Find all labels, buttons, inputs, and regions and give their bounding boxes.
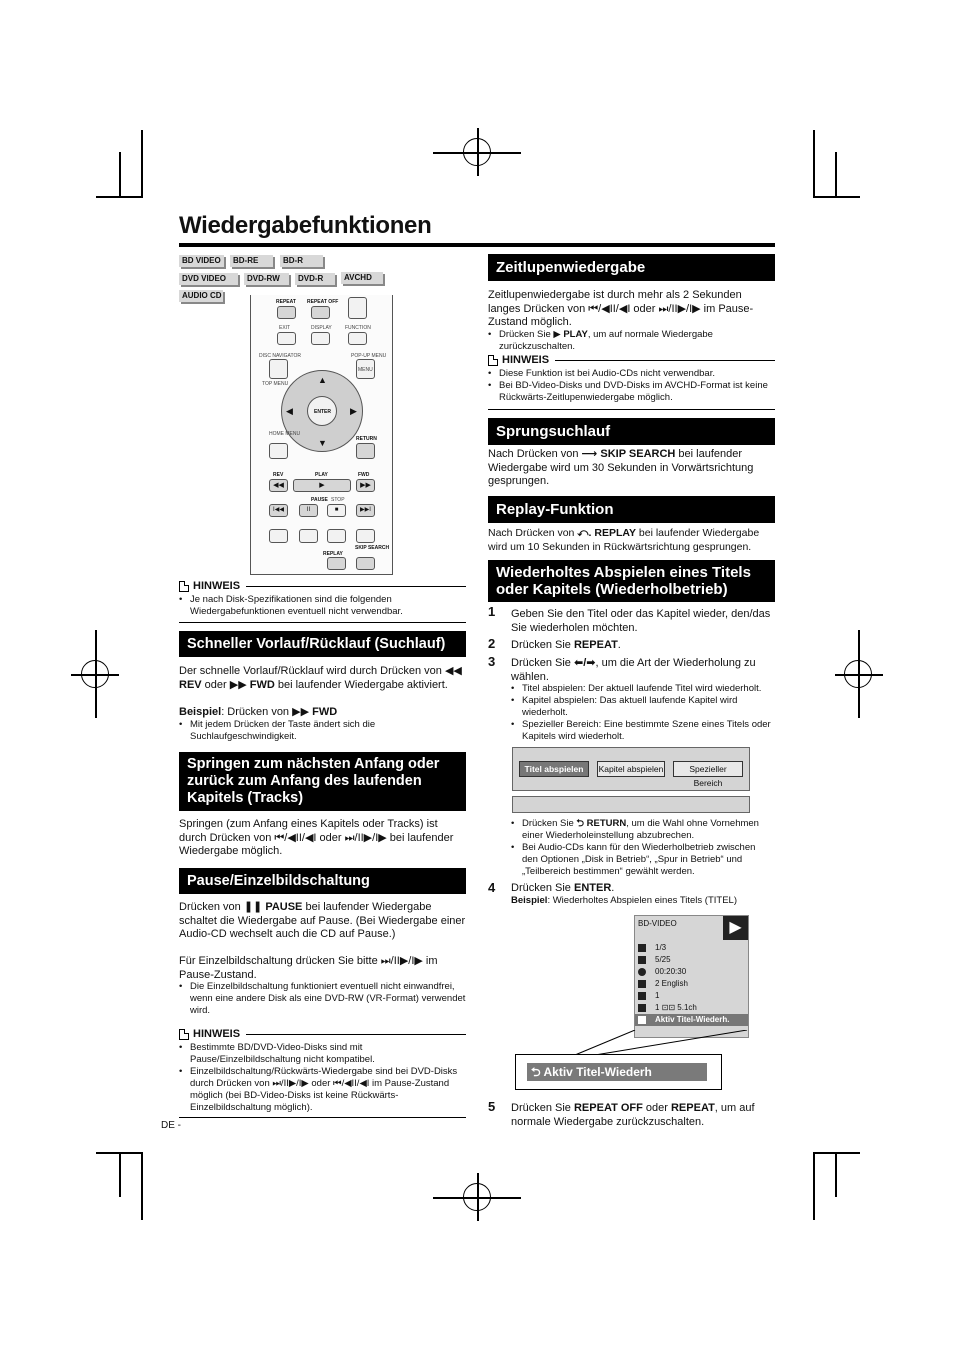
remote-disc-nav-label: DISC NAVIGATOR bbox=[259, 353, 301, 359]
remote-replay-label: REPLAY bbox=[323, 551, 343, 557]
remote-return-label: RETURN bbox=[356, 436, 377, 442]
remote-rev-label: REV bbox=[273, 472, 284, 478]
section-title-replay: Replay-Funktion bbox=[496, 501, 614, 518]
section-title-skip: Springen zum nächsten Anfang oder zurück zum Anfang des laufenden Kapitels (Tracks) bbox=[187, 756, 440, 806]
step-2-b: . bbox=[617, 639, 621, 651]
step-2-text bbox=[511, 639, 771, 653]
remote-color-button-1 bbox=[269, 529, 288, 543]
step-5-text bbox=[511, 1102, 773, 1129]
remote-enter-label: ENTER bbox=[314, 409, 331, 415]
remote-blank-button bbox=[348, 297, 367, 319]
scan-paragraph bbox=[179, 665, 466, 692]
slow-paragraph: Zeitlupenwiedergabe ist durch mehr als 2 Sekunden langes Drücken von ⏮/◀II/◀I oder ⏭/II▶/I▶ im Pause-Zustand möglich. bbox=[488, 289, 754, 328]
skipsearch-text-b: bei laufender Wiedergabe wird um 30 Sekunden in Vorwärtsrichtung gesprungen. bbox=[488, 448, 754, 487]
section-title-skipsearch: Sprungsuchlauf bbox=[496, 423, 611, 440]
skip-paragraph: Springen (zum Anfang eines Kapitels oder Tracks) ist durch Drücken von ⏮/◀II/◀I oder ⏭/II▶/I▶ bei laufender Wiedergabe möglich. bbox=[179, 818, 454, 857]
left-note-list bbox=[179, 594, 466, 618]
rev-icon: ◀◀ bbox=[444, 665, 462, 677]
section-header-skipsearch bbox=[488, 418, 775, 445]
option-spezieller-bereich[interactable]: Spezieller Bereich bbox=[673, 761, 743, 777]
step-4-example-text: : Wiederholtes Abspielen eines Titels (TITEL) bbox=[547, 895, 737, 906]
replay-text-b: bei laufender Wiedergabe wird um 10 Sekunden in Rückwärtsrichtung gesprungen. bbox=[488, 527, 760, 553]
divider bbox=[179, 622, 466, 623]
left-note-header bbox=[179, 580, 466, 592]
replay-icon: ⤺. bbox=[577, 527, 595, 539]
remote-home-label: HOME MENU bbox=[269, 431, 301, 437]
pause-icon: ❚❚ bbox=[243, 901, 266, 913]
remote-repeat-off-label: REPEAT OFF bbox=[307, 299, 339, 305]
section-title-pause: Pause/Einzelbildschaltung bbox=[187, 873, 370, 889]
osd-row-title-value: 1/3 bbox=[655, 943, 667, 952]
step-5-key-2: REPEAT bbox=[670, 1102, 715, 1114]
section-header-slow bbox=[488, 254, 775, 281]
pause-note-title: HINWEIS bbox=[193, 1028, 241, 1040]
badge-dvd-video: DVD VIDEO bbox=[179, 273, 238, 285]
scan-example-text: : Drücken von bbox=[221, 706, 293, 718]
osd-row-repeat-value: Aktiv Titel-Wiederh. bbox=[655, 1015, 730, 1024]
remote-display-label: DISPLAY bbox=[311, 325, 332, 331]
arrow-right-icon: ▶ bbox=[350, 406, 357, 416]
slow-b1-a: Drücken Sie bbox=[499, 329, 554, 340]
section-title-slow: Zeitlupenwiedergabe bbox=[496, 259, 646, 276]
step-number-3: 3 bbox=[488, 654, 496, 669]
step-4-example bbox=[511, 895, 773, 907]
section-header-skip bbox=[179, 752, 466, 811]
scan-example-label: Beispiel bbox=[179, 706, 222, 718]
osd-row-repeat bbox=[635, 1014, 748, 1026]
osd-row-angle-value: 1 bbox=[655, 991, 660, 1000]
osd-row-chapter bbox=[635, 954, 748, 966]
slow-b1-b: , um auf normale Wiedergabe zurückzuschalten. bbox=[499, 329, 713, 352]
section-header-replay bbox=[488, 496, 775, 523]
remote-prev-button: I◀◀ bbox=[269, 504, 288, 517]
remote-control-illustration bbox=[250, 295, 393, 575]
note-icon bbox=[179, 1029, 189, 1040]
after-1-a: Drücken Sie bbox=[522, 818, 577, 829]
list-item bbox=[488, 329, 775, 353]
page-number: DE - bbox=[161, 1120, 181, 1131]
pause-text-b: bei laufender Wiedergabe schaltet die Wiedergabe auf Pause. (Bei Wiedergabe einer Audio-CD wechselt auch die CD auf Pause.) bbox=[179, 901, 466, 940]
fwd-icon: ▶▶ bbox=[292, 706, 313, 718]
osd-row-audio-value: 1 ⊡⊡ 5.1ch bbox=[655, 1003, 697, 1012]
slow-b1-key: ▶ PLAY bbox=[553, 329, 588, 340]
badge-dvd-r: DVD-R bbox=[295, 273, 335, 285]
step-4-example-label: Beispiel bbox=[511, 895, 548, 906]
remote-pause-button: II bbox=[299, 504, 318, 517]
slow-note-list bbox=[488, 368, 775, 404]
list-item: • Spezieller Bereich: Eine bestimmte Szene eines Titels oder Kapitels wird wiederholt. bbox=[511, 719, 773, 743]
step-number-4: 4 bbox=[488, 880, 496, 895]
step-5-a: Drücken Sie bbox=[511, 1102, 574, 1114]
step-2-key: REPEAT bbox=[573, 639, 618, 651]
osd-row-title bbox=[635, 942, 748, 954]
step-number-5: 5 bbox=[488, 1099, 496, 1114]
remote-color-button-2 bbox=[299, 529, 318, 543]
arrow-down-icon: ▼ bbox=[318, 438, 327, 448]
remote-color-button-3 bbox=[327, 529, 346, 543]
arrow-up-icon: ▲ bbox=[318, 375, 327, 385]
remote-play-button: ▶ bbox=[293, 479, 351, 492]
badge-avchd: AVCHD bbox=[341, 272, 383, 284]
badge-audio-cd: AUDIO CD bbox=[179, 290, 223, 302]
remote-popup-label: POP-UP MENU bbox=[351, 353, 387, 359]
remote-repeat-label: REPEAT bbox=[276, 299, 296, 305]
remote-skip-search-button bbox=[356, 557, 375, 570]
remote-home-button bbox=[269, 443, 288, 459]
pause-note-header bbox=[179, 1028, 466, 1040]
repeat-icon: ⮌ bbox=[531, 1065, 544, 1079]
step-5-mid: oder bbox=[642, 1102, 671, 1114]
remote-return-button bbox=[356, 443, 375, 459]
remote-rev-button: ◀◀ bbox=[269, 479, 288, 492]
remote-stop-label: STOP bbox=[331, 497, 345, 503]
remote-repeat-button bbox=[277, 306, 296, 319]
repeat-status-bar bbox=[512, 796, 750, 813]
remote-repeat-off-button bbox=[311, 306, 330, 319]
pause-paragraph bbox=[179, 901, 466, 942]
step-3-a: Drücken Sie bbox=[511, 657, 574, 669]
remote-menu-label: MENU bbox=[358, 367, 373, 373]
scan-example-fwd: FWD bbox=[312, 706, 338, 718]
after-1-key: RETURN bbox=[586, 818, 627, 829]
badge-bd-video: BD VIDEO bbox=[179, 255, 224, 267]
pause-note-list bbox=[179, 1042, 466, 1114]
note-icon bbox=[179, 581, 189, 592]
remote-pause-label: PAUSE bbox=[311, 497, 328, 503]
section-title-scan: Schneller Vorlauf/Rücklauf (Suchlauf) bbox=[187, 636, 446, 652]
step-1-text: Geben Sie den Titel oder das Kapitel wieder, den/das Sie wiederholen möchten. bbox=[511, 608, 771, 634]
step-5-key-1: REPEAT OFF bbox=[573, 1102, 643, 1114]
remote-replay-button bbox=[327, 557, 346, 570]
step-5-b: , um auf normale Wiedergabe zurückzuschalten. bbox=[511, 1102, 755, 1128]
divider bbox=[179, 1117, 466, 1118]
option-titel-abspielen[interactable]: Titel abspielen bbox=[519, 761, 589, 777]
badge-dvd-rw: DVD-RW bbox=[244, 273, 289, 285]
step-number-1: 1 bbox=[488, 604, 496, 619]
scan-rev-key: REV bbox=[179, 678, 202, 691]
pause-paragraph-2: Für Einzelbildschaltung drücken Sie bitte ⏭/II▶/I▶ im Pause-Zustand. bbox=[179, 955, 438, 981]
list-item: • Titel abspielen: Der aktuell laufende Titel wird wiederholt. bbox=[511, 683, 773, 695]
remote-function-button bbox=[348, 332, 367, 345]
osd-row-chapter-value: 5/25 bbox=[655, 955, 671, 964]
option-kapitel-abspielen[interactable]: Kapitel abspielen bbox=[597, 761, 665, 777]
left-note-title: HINWEIS bbox=[193, 580, 241, 592]
note-icon bbox=[488, 355, 498, 366]
list-item: • Bei Audio-CDs kann für den Wiederholbetrieb zwischen den Optionen „Disk in Betrieb“, „Spur in Betrieb“ und „Teilbereich bestimmen“ gewählt werden. bbox=[511, 842, 773, 878]
section-title-repeat: Wiederholtes Abspielen eines Titels oder Kapitels (Wiederholbetrieb) bbox=[496, 564, 751, 598]
list-item bbox=[511, 818, 773, 842]
skipsearch-text-a: Nach Drücken von bbox=[488, 448, 582, 460]
list-item: • Bei BD-Video-Disks und DVD-Disks im AVCHD-Format ist keine Rückwärts-Zeitlupenwiedergabe möglich. bbox=[488, 380, 775, 404]
badge-bd-re: BD-RE bbox=[230, 255, 273, 267]
remote-exit-button bbox=[277, 332, 296, 345]
badge-bd-r: BD-R bbox=[280, 255, 323, 267]
section-header-pause bbox=[179, 868, 466, 894]
scan-example bbox=[179, 706, 466, 720]
pause-key: PAUSE bbox=[265, 901, 303, 913]
remote-display-button bbox=[311, 332, 330, 345]
skip-search-icon: ⟶ bbox=[581, 448, 601, 460]
remote-skip-search-label: SKIP SEARCH bbox=[355, 545, 390, 551]
skipsearch-paragraph bbox=[488, 448, 775, 489]
remote-disc-nav-button bbox=[269, 359, 288, 379]
list-item: • Diese Funktion ist bei Audio-CDs nicht verwendbar. bbox=[488, 368, 775, 380]
pause-text-a: Drücken von bbox=[179, 901, 244, 913]
replay-paragraph bbox=[488, 527, 775, 554]
title-rule bbox=[179, 243, 775, 247]
callout-box bbox=[515, 1054, 722, 1090]
remote-color-button-4 bbox=[356, 529, 375, 543]
list-item: • Je nach Disk-Spezifikationen sind die folgenden Wiedergabefunktionen eventuell nicht verwendbar. bbox=[179, 594, 466, 618]
osd-row-subtitle bbox=[635, 978, 748, 990]
return-icon: ⮌ bbox=[576, 818, 587, 829]
scan-fwd-key: FWD bbox=[249, 678, 275, 691]
repeat-mode-menu bbox=[512, 747, 750, 791]
scan-text-a: Der schnelle Vorlauf/Rücklauf wird durch Drücken von bbox=[179, 665, 445, 677]
osd-row-angle bbox=[635, 990, 748, 1002]
slow-note-title: HINWEIS bbox=[502, 354, 550, 366]
step-4-key: ENTER bbox=[573, 882, 612, 894]
list-item: • Bestimmte BD/DVD-Video-Disks sind mit Pause/Einzelbildschaltung nicht kompatibel. bbox=[179, 1042, 466, 1066]
osd-row-subtitle-value: 2 English bbox=[655, 979, 688, 988]
osd-row-time bbox=[635, 966, 748, 978]
callout-text: Aktiv Titel-Wiederh bbox=[543, 1065, 652, 1079]
slow-note-header bbox=[488, 354, 775, 366]
page-title: Wiedergabefunktionen bbox=[179, 212, 432, 239]
step-3-bullets bbox=[511, 683, 773, 743]
osd-row-time-value: 00:20:30 bbox=[655, 967, 687, 976]
step-4-a: Drücken Sie bbox=[511, 882, 574, 894]
list-item: • Kapitel abspielen: Das aktuell laufende Kapitel wird wiederholt. bbox=[511, 695, 773, 719]
pause-bullets bbox=[179, 981, 466, 1017]
osd-row-audio bbox=[635, 1002, 748, 1014]
osd-header: BD-VIDEO bbox=[638, 919, 677, 928]
fwd-icon: ▶▶ bbox=[229, 678, 250, 691]
remote-fwd-label: FWD bbox=[358, 472, 370, 478]
arrow-left-icon: ◀ bbox=[286, 406, 293, 416]
section-header-repeat bbox=[488, 560, 775, 602]
step-4-text bbox=[511, 882, 771, 896]
replay-key: REPLAY bbox=[594, 527, 636, 539]
scan-bullets bbox=[179, 719, 466, 743]
slow-bullets bbox=[488, 329, 775, 353]
after-1-b: , um die Wahl ohne Vornehmen einer Wiederholeinstellung abzubrechen. bbox=[522, 818, 759, 841]
scan-text-b: bei laufender Wiedergabe aktiviert. bbox=[274, 678, 448, 691]
remote-exit-label: EXIT bbox=[279, 325, 291, 331]
callout-repeat-status bbox=[527, 1063, 707, 1081]
scan-text-oder: oder bbox=[201, 678, 230, 691]
remote-stop-button: ■ bbox=[327, 504, 346, 517]
section-header-scan bbox=[179, 631, 466, 657]
play-icon: ▶ bbox=[723, 916, 748, 940]
step-2-a: Drücken Sie bbox=[511, 639, 574, 651]
divider bbox=[488, 409, 775, 410]
list-item: • Die Einzelbildschaltung funktioniert eventuell nicht einwandfrei, wenn eine andere Disk als eine DVD-RW (VR-Format) verwendet wird. bbox=[179, 981, 466, 1017]
remote-play-label: PLAY bbox=[315, 472, 328, 478]
step-3-key: ⬅/➡ bbox=[573, 657, 596, 669]
list-item: • Mit jedem Drücken der Taste ändert sich die Suchlaufgeschwindigkeit. bbox=[179, 719, 466, 743]
remote-top-menu-label: TOP MENU bbox=[262, 381, 289, 387]
remote-fwd-button: ▶▶ bbox=[356, 479, 375, 492]
step-3-after-bullets bbox=[511, 818, 773, 878]
osd-screen bbox=[634, 915, 749, 1038]
step-number-2: 2 bbox=[488, 636, 496, 651]
remote-function-label: FUNCTION bbox=[345, 325, 371, 331]
step-3-b: , um die Art der Wiederholung zu wählen. bbox=[511, 657, 756, 683]
replay-text-a: Nach Drücken von bbox=[488, 527, 578, 539]
remote-next-button: ▶▶I bbox=[356, 504, 375, 517]
skipsearch-key: SKIP SEARCH bbox=[600, 448, 676, 460]
list-item: • Einzelbildschaltung/Rückwärts-Wiedergabe sind bei DVD-Disks durch Drücken von ⏭/II▶/I▶ oder ⏮/◀II/◀I im Pause-Zustand möglich (bei BD-Video-Disks ist keine Rückwärts-Einzelbildschaltung möglich). bbox=[179, 1066, 466, 1114]
step-4-b: . bbox=[611, 882, 615, 894]
step-3-text bbox=[511, 657, 775, 684]
